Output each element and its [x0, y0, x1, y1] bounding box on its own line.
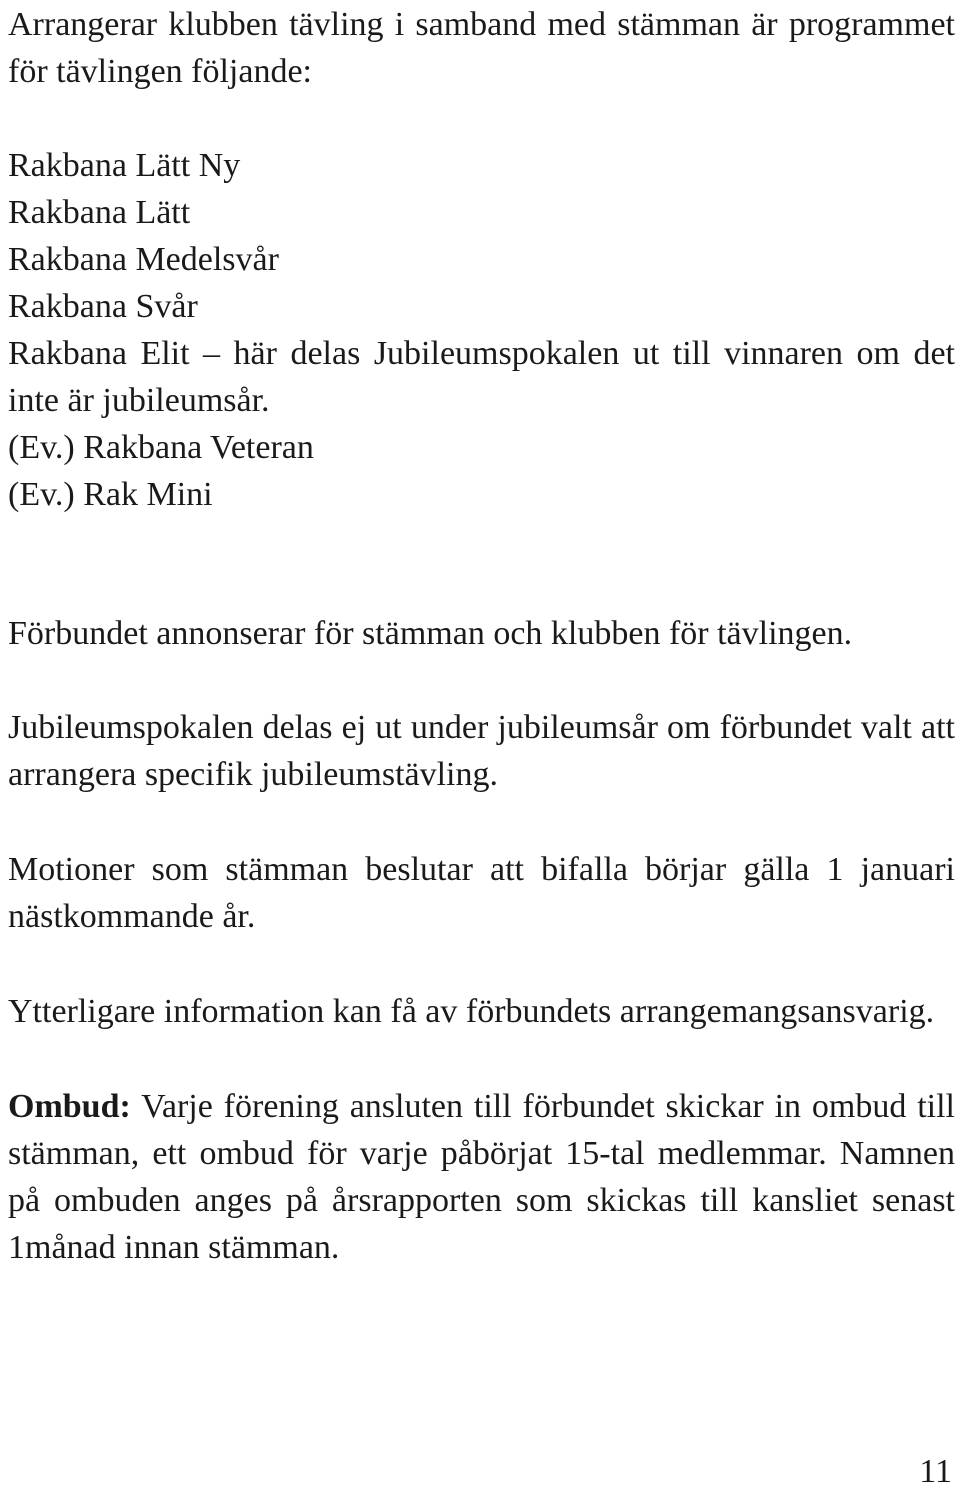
- intro-paragraph: Arrangerar klubben tävling i samband med stämman är programmet för tävlingen följande:: [8, 6, 955, 90]
- list-item: Rakbana Lätt: [8, 194, 191, 231]
- list-item: (Ev.) Rakbana Veteran: [8, 429, 314, 466]
- delegates-paragraph: [8, 1083, 955, 1271]
- document-page: [8, 0, 955, 1271]
- list-item: (Ev.) Rak Mini: [8, 476, 213, 513]
- list-item: Rakbana Lätt Ny: [8, 147, 241, 184]
- list-item: Rakbana Svår: [8, 288, 198, 325]
- page-number: 11: [919, 1453, 952, 1490]
- delegates-label: Ombud:: [8, 1088, 131, 1125]
- competition-program-list: [8, 142, 955, 518]
- list-item: Rakbana Medelsvår: [8, 241, 279, 278]
- information-paragraph: Ytterligare information kan få av förbundets arrangemangsansvarig.: [8, 993, 935, 1030]
- motions-paragraph: Motioner som stämman beslutar att bifalla börjar gälla 1 januari nästkommande år.: [8, 851, 955, 935]
- delegates-text: Varje förening ansluten till förbundet skickar in ombud till stämman, ett ombud för varje påbörjat 15-tal medlemmar. Namnen på ombuden anges på årsrapporten som skickas till kansliet senast 1månad innan stämman.: [8, 1088, 955, 1266]
- jubilee-paragraph: Jubileumspokalen delas ej ut under jubileumsår om förbundet valt att arrangera specifik jubileumstävling.: [8, 709, 955, 793]
- announcement-paragraph: Förbundet annonserar för stämman och klubben för tävlingen.: [8, 615, 853, 652]
- list-item-elit: Rakbana Elit – här delas Jubileumspokalen ut till vinnaren om det inte är jubileumsår.: [8, 335, 955, 419]
